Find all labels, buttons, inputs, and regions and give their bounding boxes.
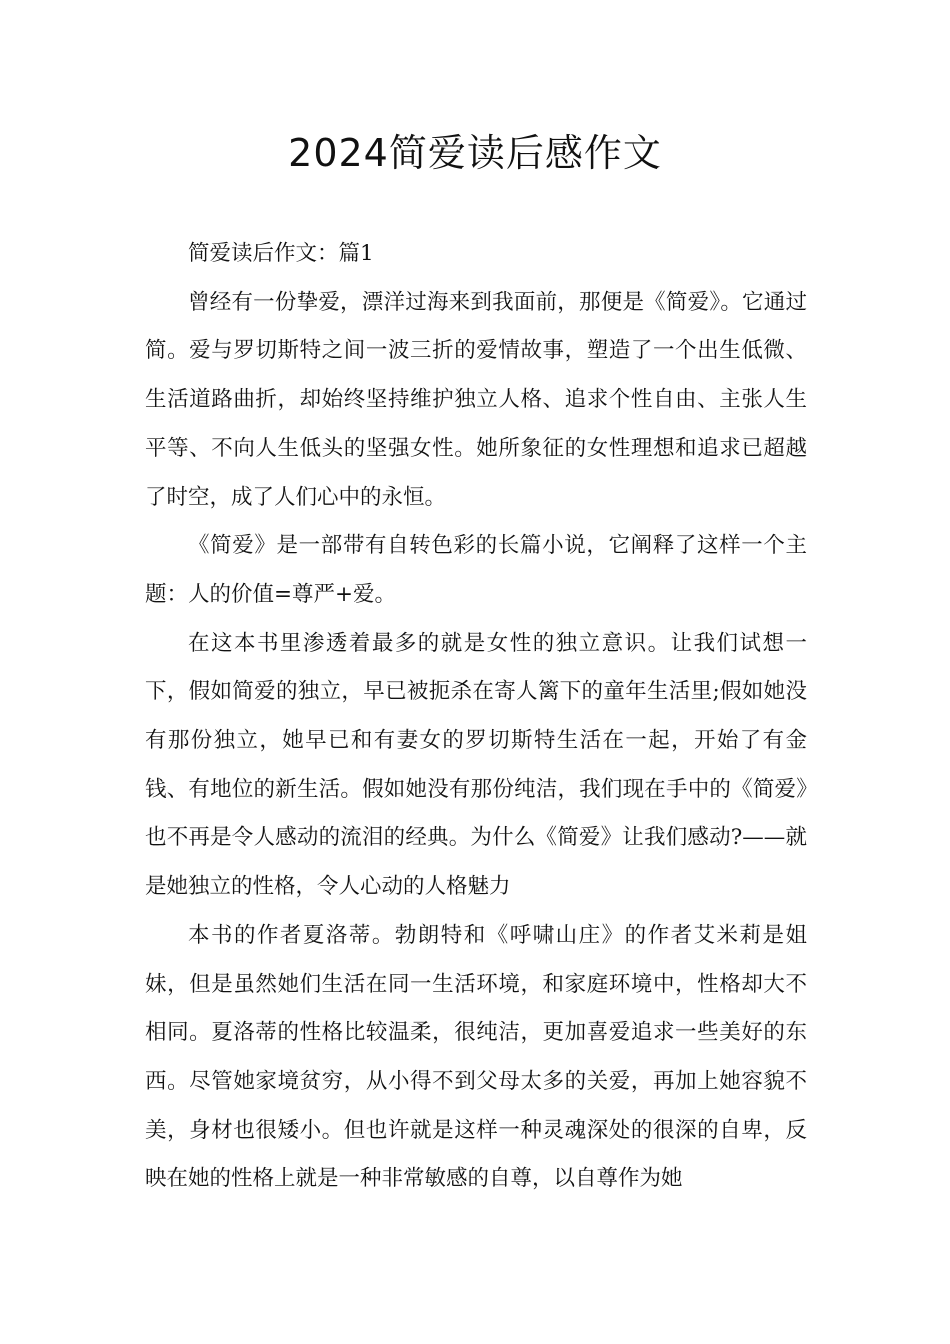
section-heading: 简爱读后作文：篇1 — [188, 241, 374, 266]
document-body — [145, 230, 807, 1204]
document-title: 2024简爱读后感作文 — [288, 131, 662, 175]
paragraph-2: 《简爱》是一部带有自转色彩的长篇小说，它阐释了这样一个主题：人的价值=尊严+爱。 — [145, 533, 807, 607]
paragraph-4: 本书的作者夏洛蒂。勃朗特和《呼啸山庄》的作者艾米莉是姐妹，但是虽然她们生活在同一生活环境，和家庭环境中，性格却大不相同。夏洛蒂的性格比较温柔，很纯洁，更加喜爱追求一些美好的东西。尽管她家境贫穷，从小得不到父母太多的关爱，再加上她容貌不美，身材也很矮小。但也许就是这样一种灵魂深处的很深的自卑，反映在她的性格上就是一种非常敏感的自尊，以自尊作为她 — [145, 922, 807, 1192]
paragraph-3: 在这本书里渗透着最多的就是女性的独立意识。让我们试想一下，假如简爱的独立，早已被扼杀在寄人篱下的童年生活里;假如她没有那份独立，她早已和有妻女的罗切斯特生活在一起，开始了有金钱、有地位的新生活。假如她没有那份纯洁，我们现在手中的《简爱》也不再是令人感动的流泪的经典。为什么《简爱》让我们感动?——就是她独立的性格，令人心动的人格魅力 — [145, 630, 807, 900]
paragraph-1: 曾经有一份挚爱，漂洋过海来到我面前，那便是《简爱》。它通过简。爱与罗切斯特之间一波三折的爱情故事，塑造了一个出生低微、生活道路曲折，却始终坚持维护独立人格、追求个性自由、主张人生平等、不向人生低头的坚强女性。她所象征的女性理想和追求已超越了时空，成了人们心中的永恒。 — [145, 289, 807, 510]
